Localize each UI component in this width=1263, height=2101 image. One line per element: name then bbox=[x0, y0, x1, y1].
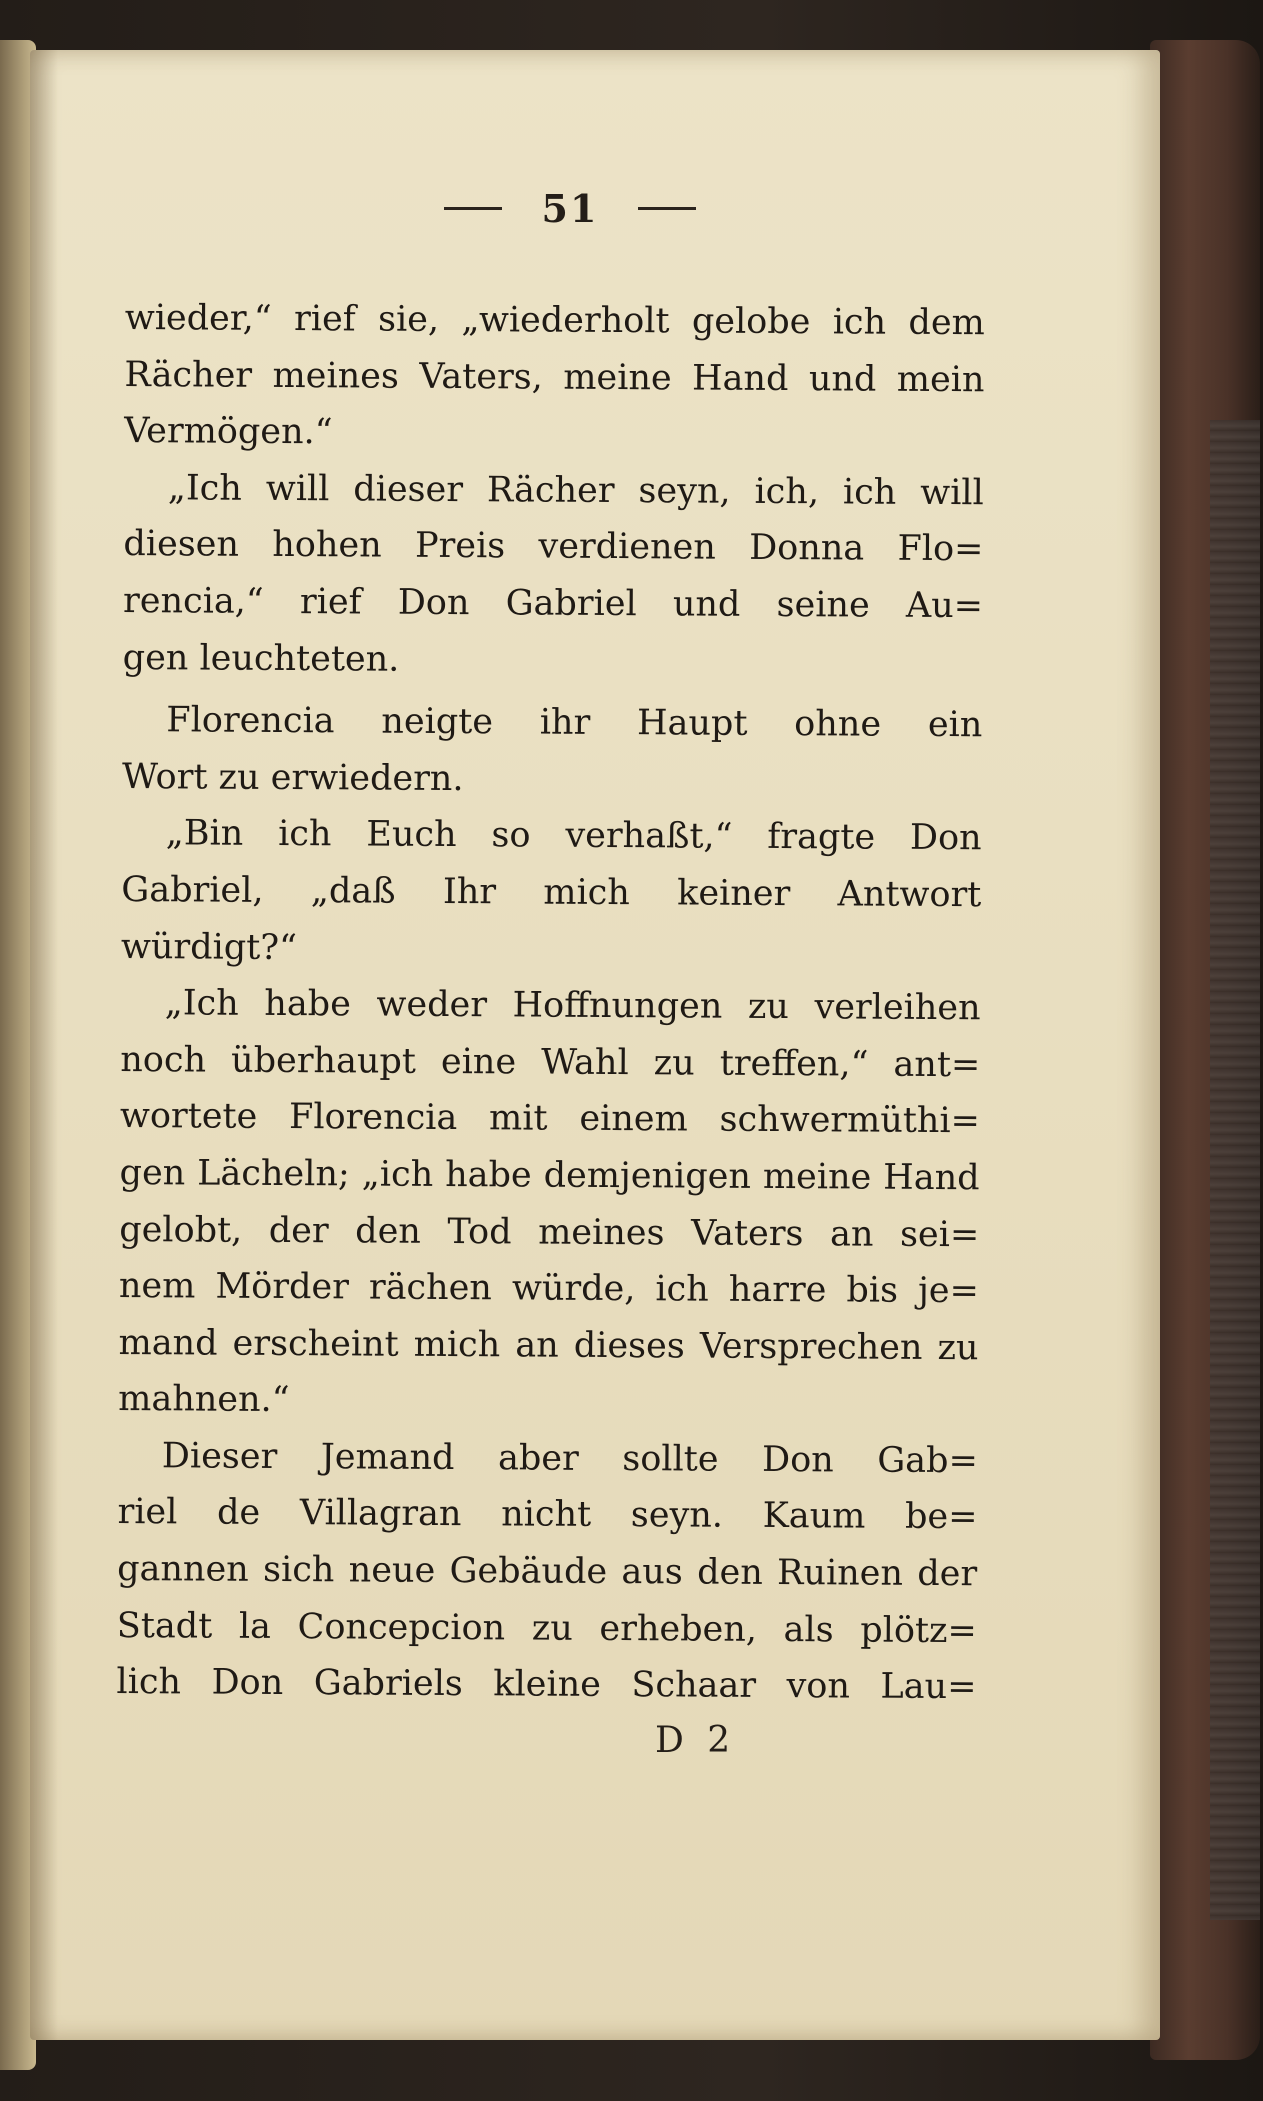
book-cover-edge bbox=[1150, 40, 1260, 2060]
text-line: gannen sich neue Gebäude aus den Ruinen der bbox=[117, 1549, 978, 1595]
page-number: 51 bbox=[541, 185, 599, 231]
text-line: „Ich habe weder Hoffnungen zu verleihen bbox=[164, 983, 981, 1029]
text-line: Rächer meines Vaters, meine Hand und mein bbox=[124, 354, 985, 400]
text-line: Stadt la Concepcion zu erheben, als plötz= bbox=[116, 1605, 977, 1651]
page-gutter bbox=[30, 50, 58, 2040]
page-header bbox=[410, 178, 730, 238]
text-line: riel de Villagran nicht seyn. Kaum be= bbox=[117, 1492, 978, 1538]
text-line: nem Mörder rächen würde, ich harre bis je= bbox=[118, 1266, 980, 1312]
text-line: mand erscheint mich an dieses Versprechen zu bbox=[118, 1322, 979, 1368]
header-dash-left bbox=[444, 207, 502, 210]
text-line: Vermögen.“ bbox=[124, 411, 333, 453]
text-line: noch überhaupt eine Wahl zu treffen,“ ant= bbox=[120, 1039, 981, 1085]
text-line: „Ich will dieser Rächer seyn, ich, ich will bbox=[167, 468, 984, 514]
text-line: Gabriel, „daß Ihr mich keiner Antwort bbox=[121, 869, 982, 916]
text-line: mahnen.“ bbox=[118, 1379, 290, 1421]
header-dash-right bbox=[638, 207, 696, 210]
text-line: diesen hohen Preis verdienen Donna Flo= bbox=[123, 524, 984, 570]
text-line: Dieser Jemand aber sollte Don Gab= bbox=[161, 1436, 978, 1482]
text-line: Florencia neigte ihr Haupt ohne ein bbox=[166, 700, 983, 746]
text-line: „Bin ich Euch so verhaßt,“ fragte Don bbox=[165, 813, 982, 859]
text-line: würdigt?“ bbox=[120, 926, 298, 968]
body-text bbox=[116, 290, 985, 1716]
text-line: gen Lächeln; „ich habe demjenigen meine Hand bbox=[119, 1152, 980, 1199]
signature-mark: D 2 bbox=[655, 1720, 737, 1761]
text-line: rencia,“ rief Don Gabriel und seine Au= bbox=[122, 580, 984, 627]
text-line: lich Don Gabriels kleine Schaar von Lau= bbox=[116, 1662, 977, 1708]
text-line: wortete Florencia mit einem schwermüthi= bbox=[119, 1096, 981, 1142]
text-line: Wort zu erwiedern. bbox=[121, 756, 464, 799]
text-line: gen leuchteten. bbox=[122, 637, 400, 680]
text-line: gelobt, der den Tod meines Vaters an sei= bbox=[119, 1209, 980, 1255]
text-line: wieder,“ rief sie, „wiederholt gelobe ich dem bbox=[124, 297, 985, 344]
